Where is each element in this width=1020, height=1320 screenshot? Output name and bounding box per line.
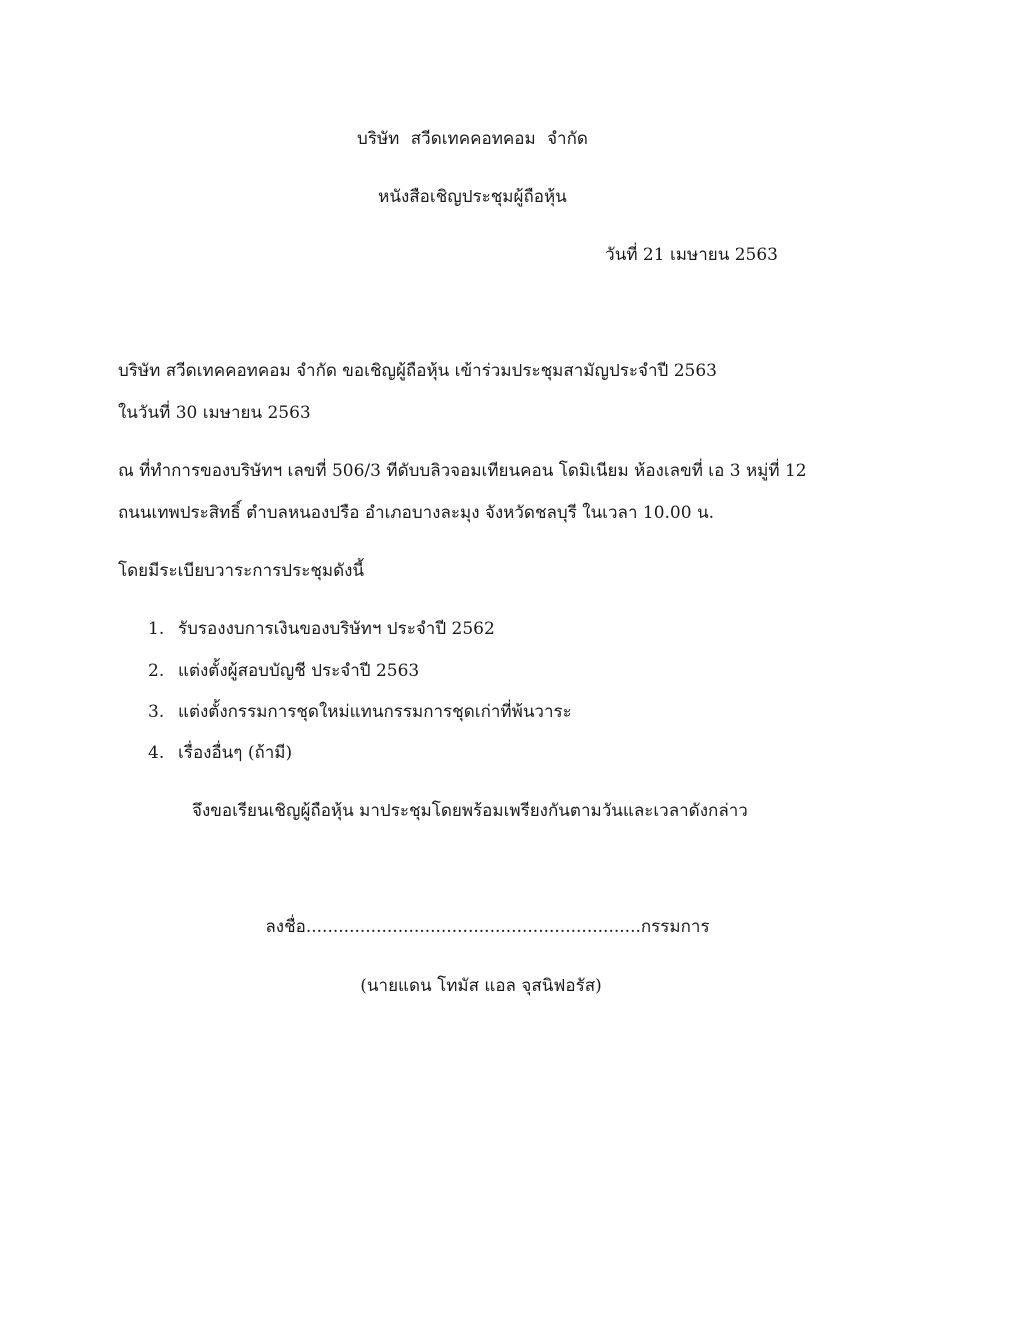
agenda-number: 2. (148, 661, 165, 681)
signer-name: (นายแดน โทมัส แอล จุสนิฟอรัส) (360, 976, 602, 996)
agenda-number: 1. (148, 619, 165, 639)
agenda-text: เรื่องอื่นๆ (ถ้ามี) (178, 743, 293, 763)
invitation-line-2: ในวันที่ 30 เมษายน 2563 (118, 403, 311, 423)
agenda-item (148, 742, 292, 764)
document-title: หนังสือเชิญประชุมผู้ถือหุ้น (378, 187, 567, 207)
invitation-line-1: บริษัท สวีดเทคคอทคอม จำกัด ขอเชิญผู้ถือหุ้น เข้าร่วมประชุมสามัญประจำปี 2563 (118, 361, 717, 381)
document-date: วันที่ 21 เมษายน 2563 (605, 245, 778, 265)
agenda-text: รับรองงบการเงินของบริษัทฯ ประจำปี 2562 (178, 619, 495, 639)
venue-line-1: ณ ที่ทำการของบริษัทฯ เลขที่ 506/3 ทีดับบลิวจอมเทียนคอน โดมิเนียม ห้องเลขที่ เอ 3 หมู่ที่ 12 (118, 461, 807, 481)
closing-statement: จึงขอเรียนเชิญผู้ถือหุ้น มาประชุมโดยพร้อมเพรียงกันตามวันและเวลาดังกล่าว (192, 801, 748, 821)
agenda-text: แต่งตั้งกรรมการชุดใหม่แทนกรรมการชุดเก่าที่พ้นวาระ (178, 702, 572, 722)
agenda-number: 3. (148, 702, 165, 722)
agenda-intro: โดยมีระเบียบวาระการประชุมดังนี้ (118, 561, 365, 581)
agenda-text: แต่งตั้งผู้สอบบัญชี ประจำปี 2563 (178, 661, 420, 681)
agenda-item (148, 660, 419, 682)
venue-line-2: ถนนเทพประสิทธิ์ ตำบลหนองปรือ อำเภอบางละมุง จังหวัดชลบุรี ในเวลา 10.00 น. (118, 503, 714, 523)
agenda-item (148, 701, 572, 723)
signature-line: ลงชื่อ..............................................................กรรมการ (265, 917, 710, 937)
company-name: บริษัท สวีดเทคคอทคอม จำกัด (357, 129, 588, 149)
agenda-number: 4. (148, 743, 165, 763)
agenda-item (148, 618, 495, 640)
